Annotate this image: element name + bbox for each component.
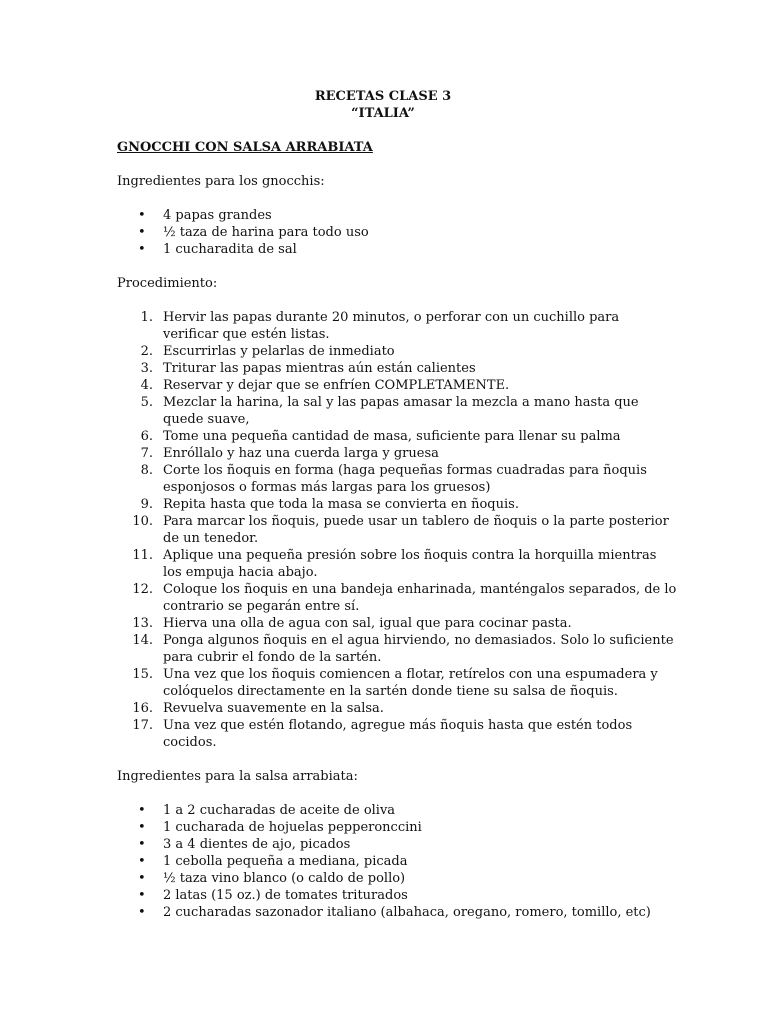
bullet-icon: •	[138, 820, 146, 835]
step-text: Escurrirlas y pelarlas de inmediato	[163, 344, 395, 359]
ingredient-text: 3 a 4 dientes de ajo, picados	[163, 837, 351, 852]
step-text: Ponga algunos ñoquis en el agua hirviendo, no demasiados. Solo lo suficiente para cubrir el fondo de la sartén.	[163, 633, 674, 665]
list-item	[117, 887, 677, 904]
step-item	[117, 394, 677, 428]
step-number: 6.	[140, 429, 153, 444]
step-item	[117, 632, 677, 666]
bullet-icon: •	[138, 871, 146, 886]
step-text: Aplique una pequeña presión sobre los ñoquis contra la horquilla mientras los empuja hacia abajo.	[163, 548, 657, 580]
step-number: 7.	[140, 446, 153, 461]
step-number: 2.	[140, 344, 153, 359]
step-text: Corte los ñoquis en forma (haga pequeñas formas cuadradas para ñoquis esponjosos o formas más largas para los gruesos)	[163, 463, 647, 495]
step-item	[117, 666, 677, 700]
step-item	[117, 581, 677, 615]
bullet-icon: •	[138, 854, 146, 869]
ingredient-text: ½ taza de harina para todo uso	[163, 225, 369, 240]
step-item	[117, 615, 677, 632]
sauce-ingredients-list	[117, 802, 677, 921]
step-number: 5.	[140, 395, 153, 410]
step-item	[117, 309, 677, 343]
step-number: 12.	[132, 582, 153, 597]
ingredient-text: 4 papas grandes	[163, 208, 272, 223]
bullet-icon: •	[138, 208, 146, 223]
step-text: Triturar las papas mientras aún están calientes	[163, 361, 476, 376]
step-text: Hierva una olla de agua con sal, igual que para cocinar pasta.	[163, 616, 572, 631]
step-item	[117, 513, 677, 547]
step-number: 3.	[140, 361, 153, 376]
step-item	[117, 700, 677, 717]
list-item	[117, 224, 677, 241]
step-item	[117, 360, 677, 377]
step-number: 11.	[132, 548, 153, 563]
step-item	[117, 496, 677, 513]
list-item	[117, 870, 677, 887]
step-number: 4.	[140, 378, 153, 393]
step-item	[117, 717, 677, 751]
list-item	[117, 241, 677, 258]
document-content	[117, 88, 677, 921]
bullet-icon: •	[138, 837, 146, 852]
step-item	[117, 445, 677, 462]
bullet-icon: •	[138, 225, 146, 240]
bullet-icon: •	[138, 242, 146, 257]
list-item	[117, 853, 677, 870]
ingredient-text: 1 cucharadita de sal	[163, 242, 297, 257]
step-text: Repita hasta que toda la masa se convierta en ñoquis.	[163, 497, 519, 512]
step-item	[117, 428, 677, 445]
list-item	[117, 904, 677, 921]
bullet-icon: •	[138, 888, 146, 903]
step-item	[117, 343, 677, 360]
ingredient-text: 2 cucharadas sazonador italiano (albahaca, oregano, romero, tomillo, etc)	[163, 905, 651, 920]
step-number: 16.	[132, 701, 153, 716]
recipe-title: GNOCCHI CON SALSA ARRABIATA	[117, 140, 373, 155]
step-text: Enróllalo y haz una cuerda larga y gruesa	[163, 446, 439, 461]
step-text: Coloque los ñoquis en una bandeja enharinada, manténgalos separados, de lo contrario se pegarán entre sí.	[163, 582, 677, 614]
step-number: 10.	[132, 514, 153, 529]
step-number: 8.	[140, 463, 153, 478]
step-text: Tome una pequeña cantidad de masa, suficiente para llenar su palma	[163, 429, 621, 444]
ingredient-text: ½ taza vino blanco (o caldo de pollo)	[163, 871, 406, 886]
step-text: Una vez que los ñoquis comiencen a flotar, retírelos con una espumadera y colóquelos directamente en la sartén donde tiene su salsa de ñoquis.	[163, 667, 658, 699]
step-text: Hervir las papas durante 20 minutos, o perforar con un cuchillo para verificar que estén listas.	[163, 310, 620, 342]
bullet-icon: •	[138, 803, 146, 818]
step-number: 17.	[132, 718, 153, 733]
step-item	[117, 462, 677, 496]
ingredient-text: 1 cucharada de hojuelas pepperonccini	[163, 820, 422, 835]
gnocchi-ingredients-heading: Ingredientes para los gnocchis:	[117, 174, 325, 189]
step-number: 13.	[132, 616, 153, 631]
ingredient-text: 2 latas (15 oz.) de tomates triturados	[163, 888, 408, 903]
list-item	[117, 207, 677, 224]
step-text: Revuelva suavemente en la salsa.	[163, 701, 384, 716]
step-number: 14.	[132, 633, 153, 648]
step-item	[117, 377, 677, 394]
list-item	[117, 836, 677, 853]
document-title	[117, 88, 649, 122]
step-text: Una vez que estén flotando, agregue más ñoquis hasta que estén todos cocidos.	[163, 718, 633, 750]
step-text: Reservar y dejar que se enfríen COMPLETAMENTE.	[163, 378, 510, 393]
step-number: 15.	[132, 667, 153, 682]
gnocchi-ingredients-list	[117, 207, 677, 258]
bullet-icon: •	[138, 905, 146, 920]
step-number: 9.	[140, 497, 153, 512]
step-item	[117, 547, 677, 581]
sauce-ingredients-heading: Ingredientes para la salsa arrabiata:	[117, 769, 358, 784]
title-line-1: RECETAS CLASE 3	[314, 89, 452, 104]
procedure-steps-list	[117, 309, 677, 751]
ingredient-text: 1 a 2 cucharadas de aceite de oliva	[163, 803, 396, 818]
list-item	[117, 819, 677, 836]
step-text: Mezclar la harina, la sal y las papas amasar la mezcla a mano hasta que quede suave,	[163, 395, 639, 427]
step-number: 1.	[140, 310, 153, 325]
list-item	[117, 802, 677, 819]
ingredient-text: 1 cebolla pequeña a mediana, picada	[163, 854, 408, 869]
procedure-heading: Procedimiento:	[117, 276, 218, 291]
step-text: Para marcar los ñoquis, puede usar un tablero de ñoquis o la parte posterior de un tenedor.	[163, 514, 669, 546]
title-line-2: “ITALIA”	[351, 106, 415, 121]
